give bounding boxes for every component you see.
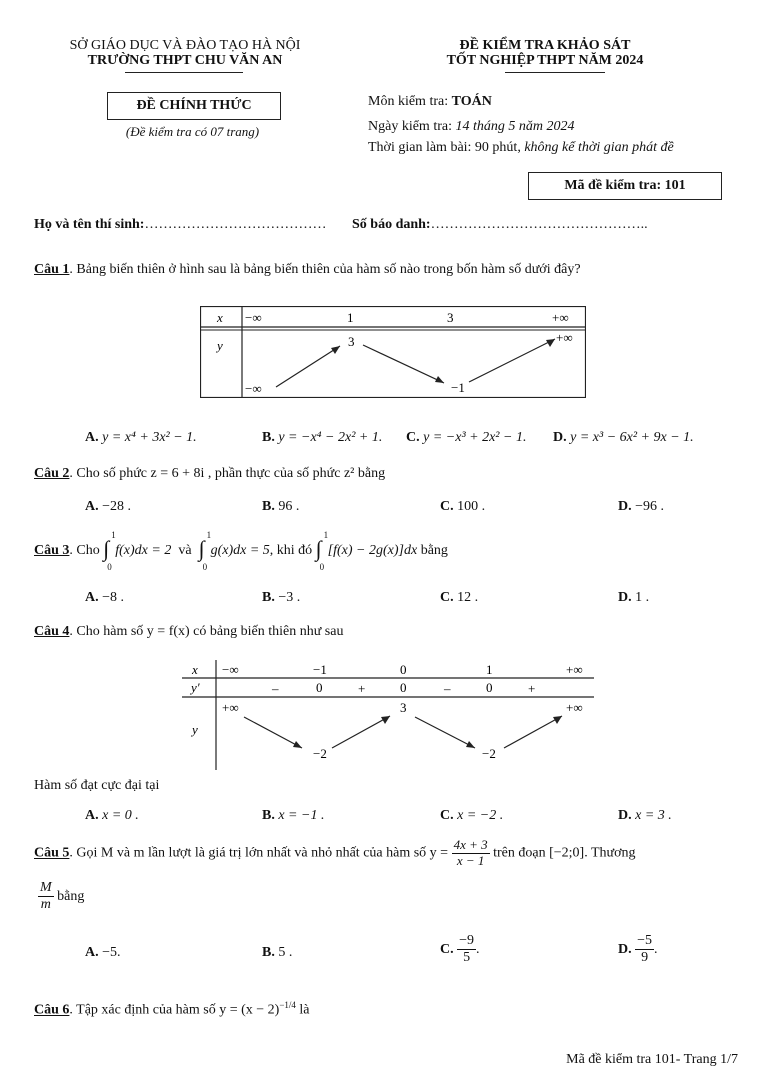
q4-arrowhead-3 — [466, 741, 475, 748]
question-4-prompt: Hàm số đạt cực đại tại — [34, 778, 160, 793]
time-note: không kể thời gian phát đề — [524, 140, 674, 155]
date-label: Ngày kiểm tra: — [368, 119, 456, 134]
question-3-and: và — [178, 543, 192, 559]
q1-option-d[interactable]: D. y = x³ − 6x² + 9x − 1. — [553, 430, 694, 445]
q2-option-b[interactable]: B. 96 . — [262, 499, 300, 514]
exam-code-box: Mã đề kiểm tra: 101 — [528, 172, 722, 200]
candidate-id-label: Số báo danh: — [352, 217, 431, 232]
q4-y-pinf-left: +∞ — [222, 700, 239, 715]
q1-arrowhead-1 — [331, 346, 340, 354]
date-line — [368, 119, 574, 135]
q3-option-c[interactable]: C. 12 . — [440, 590, 479, 605]
q4-arrow-3 — [415, 717, 475, 748]
school-underline — [125, 72, 243, 73]
q2-option-c[interactable]: C. 100 . — [440, 499, 486, 514]
question-4-text: . Cho hàm số y = f(x) có bảng biến thiên như sau — [69, 624, 344, 639]
exam-title-1: ĐỀ KIỂM TRA KHẢO SÁT — [459, 38, 631, 53]
department: SỞ GIÁO DỤC VÀ ĐÀO TẠO HÀ NỘI — [69, 38, 301, 53]
integral-sign-2: ∫ 1 0 — [198, 530, 212, 572]
question-5-number: Câu 5 — [34, 845, 70, 861]
q4-option-a[interactable]: A. x = 0 . — [85, 808, 139, 823]
time-label: Thời gian làm bài: 90 phút, — [368, 140, 525, 155]
q1-arrowhead-2 — [435, 376, 444, 383]
question-3-intro: . Cho — [69, 543, 100, 559]
q1-y-m1: −1 — [451, 380, 465, 395]
question-5-text-b: trên đoạn [−2;0]. Thương — [493, 845, 636, 861]
q1-variation-table — [200, 306, 586, 398]
question-2 — [34, 466, 385, 482]
question-5 — [34, 838, 636, 869]
q4-sign-2: + — [358, 681, 366, 696]
q3-option-b[interactable]: B. −3 . — [262, 590, 301, 605]
q4-x-1: 1 — [486, 662, 493, 677]
page-footer: Mã đề kiểm tra 101- Trang 1/7 — [566, 1052, 738, 1067]
function-fraction: $\frac{4x + 3}{x - 1}$ — [453, 837, 488, 868]
q3-option-d[interactable]: D. 1 . — [618, 590, 650, 605]
q4-zero-2: 0 — [400, 680, 407, 695]
q4-arrow-1 — [244, 717, 302, 748]
ratio-fraction: $\frac{M}{m}$ — [40, 880, 52, 913]
q4-sign-4: + — [528, 681, 536, 696]
question-5-text-c: bằng — [57, 888, 85, 904]
q2-option-d[interactable]: D. −96 . — [618, 499, 665, 514]
candidate-id-field — [352, 217, 648, 233]
q1-option-b[interactable]: B. y = −x⁴ − 2x² + 1. — [262, 430, 383, 445]
question-5-ratio — [38, 880, 84, 913]
q1-x-3: 3 — [447, 310, 454, 325]
exam-date: 14 tháng 5 năm 2024 — [455, 119, 575, 134]
question-3 — [34, 530, 448, 572]
school-name: TRƯỜNG THPT CHU VĂN AN — [87, 53, 283, 68]
q4-x-pinf: +∞ — [566, 662, 583, 677]
q4-x-label: x — [192, 662, 198, 677]
q4-zero-1: 0 — [316, 680, 323, 695]
question-6-number: Câu 6 — [34, 1002, 70, 1018]
q4-option-b[interactable]: B. x = −1 . — [262, 808, 325, 823]
q1-y-pinf: +∞ — [556, 330, 573, 345]
question-1-text: . Bảng biến thiên ở hình sau là bảng biến thiên của hàm số nào trong bốn hàm số dưới đây? — [69, 262, 581, 277]
question-4 — [34, 624, 343, 640]
time-line — [368, 140, 674, 156]
question-1 — [34, 262, 581, 278]
q4-arrow-2 — [332, 716, 390, 748]
candidate-name-dots: ………………………………… — [144, 217, 327, 232]
q2-option-a[interactable]: A. −28 . — [85, 499, 132, 514]
q4-y-m2-right: −2 — [482, 746, 496, 761]
q1-option-c[interactable]: C. y = −x³ + 2x² − 1. — [406, 430, 527, 445]
q3-option-a[interactable]: A. −8 . — [85, 590, 125, 605]
q4-arrow-4 — [504, 716, 562, 748]
q4-x-minf: −∞ — [222, 662, 239, 677]
q4-yprime-label: y′ — [191, 680, 200, 695]
integral-1: f(x)dx = 2 — [115, 543, 172, 559]
q4-y-3: 3 — [400, 700, 407, 715]
title-underline — [505, 72, 605, 73]
q1-x-pinf: +∞ — [552, 310, 569, 325]
q1-arrow-down — [363, 345, 444, 383]
q5-option-c[interactable]: C. $\frac{-9}{5}$ . — [440, 933, 480, 966]
q4-option-c[interactable]: C. x = −2 . — [440, 808, 504, 823]
subject: TOÁN — [451, 94, 492, 109]
question-3-end: bằng — [420, 543, 448, 559]
integral-3: [f(x) − 2g(x)]dx — [327, 543, 418, 559]
question-6-text-b: là — [295, 1002, 310, 1018]
q1-x-1: 1 — [347, 310, 354, 325]
integral-sign-1: ∫ 1 0 — [103, 530, 116, 572]
integral-sign-3: ∫ 1 0 — [315, 530, 329, 572]
q1-y-minf: −∞ — [245, 381, 262, 396]
question-3-then: , khi đó — [269, 543, 313, 559]
question-4-number: Câu 4 — [34, 624, 70, 639]
q4-zero-3: 0 — [486, 680, 493, 695]
q5-option-b[interactable]: B. 5 . — [262, 945, 293, 960]
q1-y-3: 3 — [348, 334, 355, 349]
question-3-number: Câu 3 — [34, 543, 70, 559]
q5-option-a[interactable]: A. −5. — [85, 945, 121, 960]
candidate-id-dots: ……………………………………….. — [430, 217, 648, 232]
q4-y-label: y — [192, 722, 198, 737]
q4-y-m2-left: −2 — [313, 746, 327, 761]
question-2-number: Câu 2 — [34, 466, 70, 481]
official-badge: ĐỀ CHÍNH THỨC — [107, 92, 281, 120]
q4-arrowhead-1 — [293, 741, 302, 748]
candidate-name-label: Họ và tên thí sinh: — [34, 217, 145, 232]
q1-x-label: x — [217, 310, 223, 325]
q4-variation-table — [182, 660, 594, 770]
q1-x-minf: −∞ — [245, 310, 262, 325]
q1-option-a[interactable]: A. y = x⁴ + 3x² − 1. — [85, 430, 197, 445]
subject-label: Môn kiểm tra: — [368, 94, 452, 109]
q4-sign-1: – — [272, 681, 279, 696]
q1-y-label: y — [217, 338, 223, 353]
exam-title-2: TỐT NGHIỆP THPT NĂM 2024 — [446, 53, 644, 68]
subject-line — [368, 94, 492, 110]
q4-x-0: 0 — [400, 662, 407, 677]
q1-arrow-up-2 — [469, 339, 555, 382]
question-2-text: . Cho số phức z = 6 + 8i , phần thực của số phức z² bằng — [69, 466, 386, 481]
exponent: −1/4 — [279, 1000, 296, 1010]
candidate-name-field — [34, 217, 326, 233]
question-6 — [34, 1000, 310, 1019]
q4-x-m1: −1 — [313, 662, 327, 677]
question-5-text-a: . Gọi M và m lần lượt là giá trị lớn nhất và nhỏ nhất của hàm số y = — [69, 845, 449, 861]
integral-2: g(x)dx = 5 — [210, 543, 270, 559]
q4-sign-3: – — [444, 681, 451, 696]
q4-y-pinf-right: +∞ — [566, 700, 583, 715]
q4-option-d[interactable]: D. x = 3 . — [618, 808, 672, 823]
question-6-text-a: . Tập xác định của hàm số y = (x − 2) — [69, 1002, 280, 1018]
q5-option-d[interactable]: D. $\frac{-5}{9}$ . — [618, 933, 658, 966]
pages-note: (Đề kiểm tra có 07 trang) — [125, 124, 260, 139]
q1-arrow-up-1 — [276, 346, 340, 387]
question-1-number: Câu 1 — [34, 262, 70, 277]
